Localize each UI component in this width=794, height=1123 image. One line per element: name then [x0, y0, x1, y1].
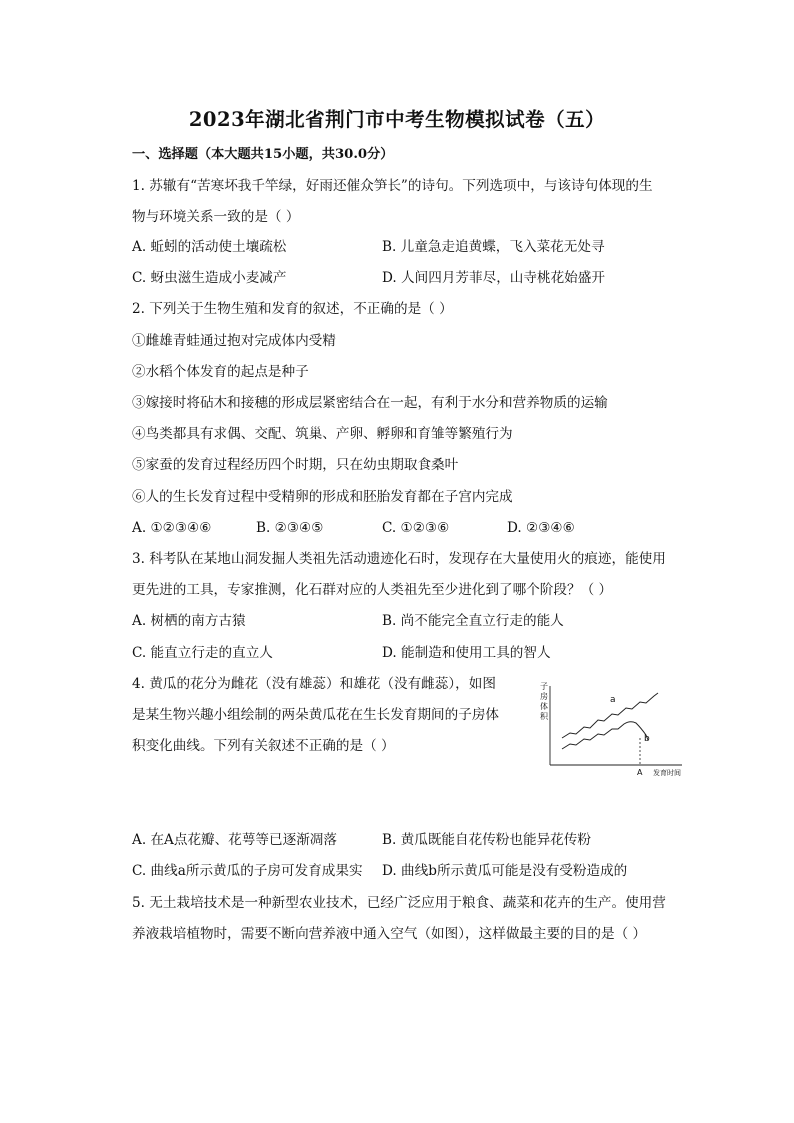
q1-stem-line2: 物与环境关系一致的是（ ） — [132, 209, 300, 225]
q3-option-c[interactable]: C. 能直立行走的直立人 — [132, 645, 273, 661]
curve-a-label: a — [610, 695, 616, 705]
q2-option-c[interactable]: C. ①②③⑥ — [382, 520, 450, 536]
q2-statement-6: ⑥人的生长发育过程中受精卵的形成和胚胎发育都在子宫内完成 — [132, 489, 513, 505]
q3-stem-line1: 3. 科考队在某地山洞发掘人类祖先活动遗迹化石时，发现存在大量使用火的痕迹，能使用 — [132, 551, 666, 567]
q1-option-a[interactable]: A. 蚯蚓的活动使土壤疏松 — [132, 239, 287, 255]
y-axis-label — [540, 682, 549, 721]
q4-stem-line1: 4. 黄瓜的花分为雌花（没有雄蕊）和雄花（没有雌蕊），如图 — [132, 676, 496, 692]
q2-statement-4: ④鸟类都具有求偶、交配、筑巢、产卵、孵卵和育雏等繁殖行为 — [132, 426, 513, 442]
q4-option-d[interactable]: D. 曲线b所示黄瓜可能是没有受粉造成的 — [382, 863, 628, 879]
q2-option-d[interactable]: D. ②③④⑥ — [507, 520, 575, 536]
curve-b-label: b — [644, 734, 650, 744]
y-label-char-1: 子 — [540, 682, 548, 691]
q1-option-d[interactable]: D. 人间四月芳菲尽，山寺桃花始盛开 — [382, 270, 605, 286]
q1-option-c[interactable]: C. 蚜虫滋生造成小麦减产 — [132, 270, 287, 286]
q2-option-a[interactable]: A. ①②③④⑥ — [132, 520, 212, 536]
y-label-char-2: 房 — [540, 692, 548, 701]
q4-stem-line2: 是某生物兴趣小组绘制的两朵黄瓜花在生长发育期间的子房体 — [132, 707, 500, 723]
y-label-char-4: 积 — [540, 712, 548, 721]
q2-statement-1: ①雌雄青蛙通过抱对完成体内受精 — [132, 333, 336, 349]
q5-stem-line2: 养液栽培植物时，需要不断向营养液中通入空气（如图），这样做最主要的目的是（ ） — [132, 926, 647, 942]
q3-stem-line2: 更先进的工具，专家推测，化石群对应的人类祖先至少进化到了哪个阶段？（ ） — [132, 582, 613, 598]
q1-option-b[interactable]: B. 儿童急走追黄蝶，飞入菜花无处寻 — [382, 239, 605, 255]
curve-b — [562, 722, 648, 749]
q2-option-b[interactable]: B. ②③④⑤ — [256, 520, 324, 536]
q4-option-c[interactable]: C. 曲线a所示黄瓜的子房可发育成果实 — [132, 863, 363, 879]
point-a-label: A — [637, 768, 643, 777]
q3-option-a[interactable]: A. 树栖的南方古猿 — [132, 613, 246, 629]
q2-statement-2: ②水稻个体发育的起点是种子 — [132, 364, 309, 380]
section-header: 一、选择题（本大题共15小题，共30.0分） — [132, 147, 394, 162]
q4-option-b[interactable]: B. 黄瓜既能自花传粉也能异花传粉 — [382, 832, 591, 848]
q5-stem-line1: 5. 无土栽培技术是一种新型农业技术，已经广泛应用于粮食、蔬菜和花卉的生产。使用营 — [132, 895, 666, 911]
q3-option-d[interactable]: D. 能制造和使用工具的智人 — [382, 645, 551, 661]
q2-statement-3: ③嫁接时将砧木和接穗的形成层紧密结合在一起，有利于水分和营养物质的运输 — [132, 395, 608, 411]
q1-stem-line1: 1. 苏辙有“苦寒坏我千竿绿，好雨还催众笋长”的诗句。下列选项中，与该诗句体现的生 — [132, 178, 653, 194]
q2-stem: 2. 下列关于生物生殖和发育的叙述，不正确的是（ ） — [132, 301, 453, 317]
ovary-volume-chart — [540, 680, 700, 778]
q3-option-b[interactable]: B. 尚不能完全直立行走的能人 — [382, 613, 564, 629]
y-label-char-3: 体 — [540, 702, 548, 711]
q2-statement-5: ⑤家蚕的发育过程经历四个时期，只在幼虫期取食桑叶 — [132, 457, 459, 473]
q4-stem-line3: 积变化曲线。下列有关叙述不正确的是（ ） — [132, 738, 395, 754]
q4-option-a[interactable]: A. 在A点花瓣、花萼等已逐渐凋落 — [132, 832, 337, 848]
page-title: 2023年湖北省荆门市中考生物模拟试卷（五） — [188, 108, 606, 131]
x-axis-label: 发育时间 — [653, 769, 681, 777]
